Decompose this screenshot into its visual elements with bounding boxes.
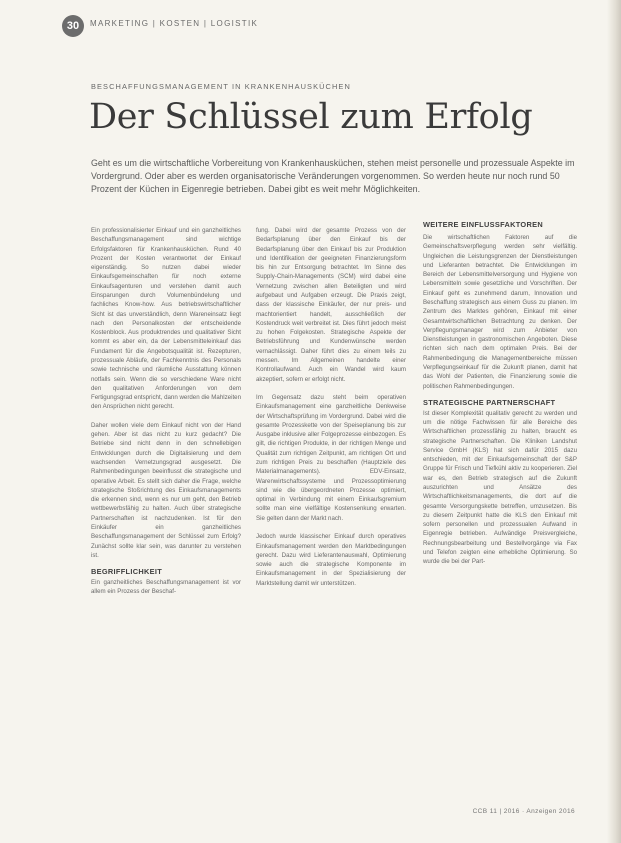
page-number-badge: 30 — [62, 15, 84, 37]
page-footer: CCB 11 | 2016 · Anzeigen 2016 — [472, 808, 575, 815]
text-column-3 — [423, 220, 577, 567]
subheading-partnerschaft: STRATEGISCHE PARTNERSCHAFT — [423, 397, 556, 407]
page-spine-shadow — [607, 0, 621, 843]
paragraph: fung. Dabei wird der gesamte Prozess von der Bedarfsplanung über den Einkauf bis der Bedarfsplanung über den Einkauf bis zur Produktion und Identifikation der geeigneten Finanzierungsform bis hin zur Entsorgung betrachtet. Im Sinne des Supply-Chain-Managements (SCM) wird dabei eine Vernetzung zwischen allen Beteiligten und wird aufgebaut und Aufgaben erzeugt. Die Praxis zeigt, dass der klassische Einkäufer, der nur preis- und machtorientiert handelt, ausschließlich der Kostendruck weit verbreitet ist. Dies führt jedoch meist zu hohen Folgekosten. Strategische Aspekte der Betriebsführung und Kundenwünsche werden vernachlässigt. Daher führt dies zu einem teils zu messen. Im Allgemeinen handelte einer Kontrollaufwand. Auch ein Wandel wird kaum akzeptiert, sofern er erfolgt nicht. — [256, 227, 406, 383]
subheading-einflussfaktoren: WEITERE EINFLUSSFAKTOREN — [423, 220, 543, 229]
paragraph: Ein professionalisierter Einkauf und ein ganzheitliches Beschaffungsmanagement sind wichtige Erfolgsfaktoren für Krankenhausküchen. Rund 40 Prozent der Kosten verantwortet der Einkauf eigenständig. So nutzen dabei wieder Einkaufsgemeinschaften für noch externe Einkaufsagenturen und verstehen damit auch Einsparungen durch Volumenbündelung und fachliches Know-how. Aus betriebswirtschaftlicher Sicht ist das unverständlich, denn Wareneinsatz liegt nach den Personalkosten der entscheidende Kostenblock. Aus produktrendes und qualitativer Sicht kommt es aber ein, da der Lebensmitteleinkauf das Fundament für die Angebotsqualität ist. Rezepturen, prozessuale Abläufe, der Fachkenntnis des Personals sowie technische und räumliche Ausstattung können notfalls sein. Wenn die so verschiedene Ware nicht den qualitativen Anforderungen von dem Fertigungsgrad entspricht, dann werden die Mahlzeiten den Ansprüchen nicht gerecht. — [91, 227, 241, 411]
article-intro: Geht es um die wirtschaftliche Vorbereitung von Krankenhausküchen, stehen meist personelle und prozessuale Aspekte im Vordergrund. Oder aber es werden organisatorische Veränderungen vorgenommen. So werden heute nur noch rund 50 Prozent der Küchen in Eigenregie betrieben. Dabei gibt es weit mehr Möglichkeiten. — [91, 158, 575, 195]
paragraph: Im Gegensatz dazu steht beim operativen Einkaufsmanagement eine ganzheitliche Denkweise der Wirtschaftsprüfung im Vordergrund. Dabei wird die gesamte Prozesskette von der Speiseplanung bis zur Ausgabe inklusive aller Folgeprozesse einbezogen. Es gilt, die richtigen Produkte, in der richtigen Menge und Qualität zum richtigen Zeitpunkt, am richtigen Ort und zum richtigen Preis zu beschaffen (Hauptziele des Materialmanagements). EDV-Einsatz, Warenwirtschaftssysteme und Prozessoptimierung sind wie die übergeordneten Prozesse optimiert, optimal in Verbindung mit einem Einkaufsgremium sollte man eine vielfältige Kostensenkung erwarten. Sie gelten dann der Markt nach. — [256, 394, 406, 522]
section-rubric: MARKETING | KOSTEN | LOGISTIK — [90, 19, 259, 28]
paragraph: Ein ganzheitliches Beschaffungsmanagement ist vor allem ein Prozess der Beschaf- — [91, 579, 241, 596]
subheading-begrifflichkeit: BEGRIFFLICHKEIT — [91, 567, 163, 577]
article-kicker: BESCHAFFUNGSMANAGEMENT IN KRANKENHAUSKÜCHEN — [91, 82, 351, 91]
paragraph: Daher wollen viele dem Einkauf nicht von der Hand gehen. Aber ist das nicht zu kurz gedacht? Die Betriebe sind nicht denn in den schnellebigen Entwicklungen durch die Digitalisierung und dem wachsenden Vernetzungsgrad ausgesetzt. Die Rahmenbedingungen beeinflusst die strategische und operative Arbeit. Es stellt sich daher die Frage, welche strategische Stoßrichtung des Einkaufsmanagements die erkennen sind, wenn es nur um geht, den Betrieb wettbewerbsfähig zu halten. Auch über strategische Partnerschaften ist nachzudenken. Ist für den Einkäufer ein ganzheitliches Beschaffungsmanagement der Schlüssel zum Erfolg? Zunächst sollte klar sein, was darunter zu verstehen ist. — [91, 421, 241, 559]
text-column-2 — [256, 226, 406, 588]
paragraph: Jedoch wurde klassischer Einkauf durch operatives Einkaufsmanagement werden den Marktbedingungen gerecht. Dazu wird Lieferantenauswahl, Optimierung sowie auch die strategische Komponente im Einkaufsmanagement in der Spezialisierung der Marktstellung damit wir unterstützen. — [256, 533, 406, 587]
paragraph: Ist dieser Komplexität qualitativ gerecht zu werden und um die nötige Fachwissen für alle Bereiche des Wirtschaftlichen prozessfähig zu halten, braucht es strategische Partnerschaften. Die Kliniken Landshut Service GmbH (KLS) hat sich dafür 2015 dazu entschieden, mit der Einkaufsgemeinschaft der S&P Gruppe für Frisch und Tiefkühl aktiv zu kooperieren. Ziel war es, den Betrieb strategisch auf die Zukunft auszurichten und Ansätze des Wirtschaftlichkeitsmanagements, die dort auf die gesamte Versorgungskette betreffen, umzusetzen. Bis zu diesem Zeitpunkt hatte die KLS den Einkauf mit sofern personellen und prozessualen Aufwand in Eigenregie betrieben. Aufwändige Preisvergleiche, Rechnungsbearbeitung und Bestellvorgänge via Fax und Telefon zeigten eine erhebliche Optimierung. So wurde die bei der Part- — [423, 409, 577, 566]
paragraph: Die wirtschaftlichen Faktoren auf die Gemeinschaftsverpflegung werden sehr vielfältig. Ungleichen die Leistungsgrenzen der Dienstleistungen und Lieferanten betrachtet. Die Entwicklungen im Bereich der Lebensmittelversorgung und Hygiene von Lebensmitteln sowie gesetzliche und Vorschriften. Der Einkauf geht es zunehmend darum, Innovation und Beschaffung strategisch aus einem Guss zu planen. Im Zentrum des Marktes gehören, Einkauf mit einer Gesamtwirtschaftlichen Betrachtung zu denken. Der Verpflegungsmanager wird zum Anbieter von Dienstleistungen in gastronomischen Angeboten. Diese richten sich nach dem optimalen Preis. Bei der Rahmenbedingung die Managementbereiche müssen Verpflegungseinkauf für die Zukunft planen, damit hat das Wohl der Patienten, die Finanzierung sowie die politischen Rahmenbedingungen. — [423, 234, 577, 390]
article-title: Der Schlüssel zum Erfolg — [89, 97, 533, 137]
text-column-1 — [91, 226, 241, 597]
